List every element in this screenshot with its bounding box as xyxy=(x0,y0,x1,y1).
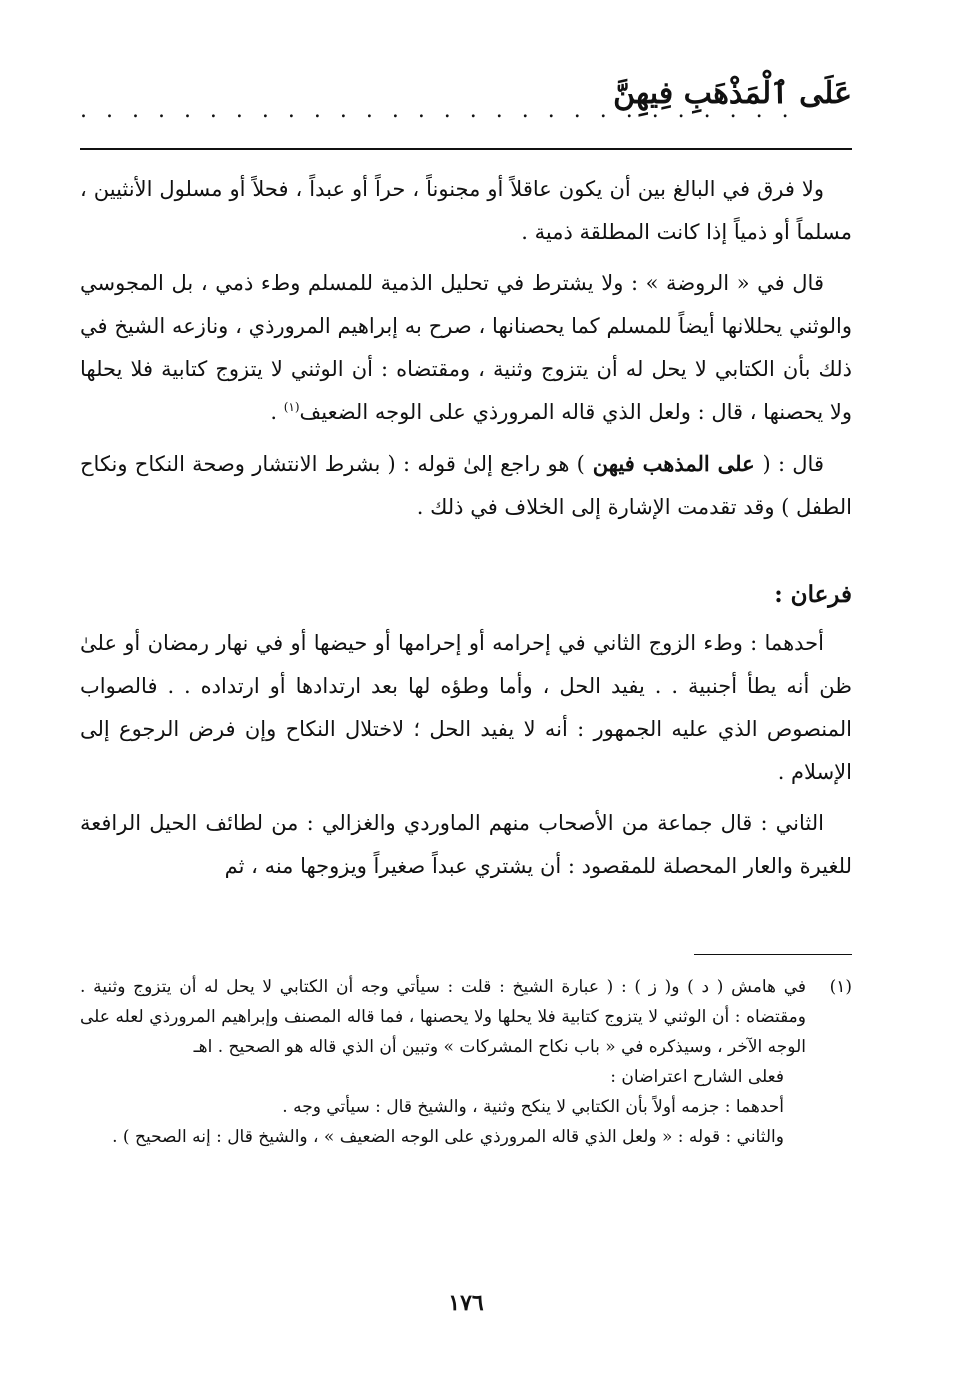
footnote-rule xyxy=(694,954,852,955)
paragraph-5: الثاني : قال جماعة من الأصحاب منهم الماوردي والغزالي : من لطائف الحيل الرافعة للغيرة والعار المحصلة للمقصود : أن يشتري عبداً صغيراً ويزوجها منه ، ثم xyxy=(80,811,852,878)
section-heading: فرعان : xyxy=(774,581,852,608)
header-rule xyxy=(80,148,852,150)
paragraph-3 xyxy=(80,442,852,529)
book-page xyxy=(80,0,852,1377)
paragraph-3-rest: ) هو راجع إلىٰ قوله : ( بشرط الانتشار وصحة النكاح ونكاح الطفل ) وقد تقدمت الإشارة إلى الخلاف في ذلك . xyxy=(80,452,852,519)
main-text xyxy=(80,168,852,896)
footnote-line: فعلى الشارح اعتراضان : xyxy=(610,1067,784,1087)
footnote-marker[interactable]: (١) xyxy=(283,400,300,414)
paragraph-2-end: . xyxy=(270,400,284,424)
footnote-main-text: في هامش ( د ) و( ز ) : ( عبارة الشيخ : قلت : سيأتي وجه أن الكتابي لا يحل له أن يتزوج وثنية . ومقتضاه : أن الوثني لا يتزوج كتابية فلا يحلها ولا يحصنها ، فما قاله المصنف وإبراهيم المرورذي لعله على الوجه الآخر ، وسيذكره في « باب نكاح المشركات » وتبين أن الذي قاله هو الصحيح . اهـ xyxy=(80,977,806,1057)
paragraph-2-text: قال في « الروضة » : ولا يشترط في تحليل الذمية للمسلم وطء ذمي ، بل المجوسي والوثني يحللانها أيضاً للمسلم كما يحصنانها ، صرح به إبراهيم المرورذي ، ونازعه الشيخ في ذلك بأن الكتابي لا يحل له أن يتزوج وثنية ، ومقتضاه : أن الوثني لا يتزوج كتابية فلا يحلها ولا يحصنها ، قال : ولعل الذي قاله المرورذي على الوجه الضعيف xyxy=(80,271,852,424)
quoted-matn: على المذهب فيهن xyxy=(584,451,763,476)
running-title: عَلَى ٱلْمَذْهَبِ فِيهِنَّ xyxy=(613,76,852,111)
paragraph-2 xyxy=(80,262,852,434)
paragraph-4: أحدهما : وطء الزوج الثاني في إحرامه أو إحرامها أو حيضها أو في نهار رمضان أو علىٰ ظن أنه يطأ أجنبية . . يفيد الحل ، وأما وطؤه لها بعد ارتدادها أو ارتداده . . فالصواب المنصوص الذي عليه الجمهور : أنه لا يفيد الحل ؛ لاختلال النكاح وإن فرض الرجوع إلى الإسلام . xyxy=(80,631,852,784)
footnote-1 xyxy=(80,972,852,1062)
paragraph-1: ولا فرق في البالغ بين أن يكون عاقلاً أو مجنوناً ، حراً أو عبداً ، فحلاً أو مسلول الأنثيين ، مسلماً أو ذمياً إذا كانت المطلقة ذمية . xyxy=(80,177,852,244)
page-number: ١٧٦ xyxy=(448,1290,484,1316)
footnote-number: (١) xyxy=(829,977,852,997)
leader-dots: . . . . . . . . . . . . . . . . . . . . . . . . . . . . xyxy=(80,98,795,123)
paragraph-3-start: قال : ( xyxy=(762,452,824,476)
footnotes xyxy=(80,972,852,1152)
footnote-line: أحدهما : جزمه أولاً بأن الكتابي لا ينكح وثنية ، والشيخ قال : سيأتي وجه . xyxy=(282,1097,784,1117)
running-header xyxy=(80,76,852,136)
footnote-line: والثاني : قوله : « ولعل الذي قاله المرورذي على الوجه الضعيف » ، والشيخ قال : إنه الصحيح ) . xyxy=(112,1127,784,1147)
